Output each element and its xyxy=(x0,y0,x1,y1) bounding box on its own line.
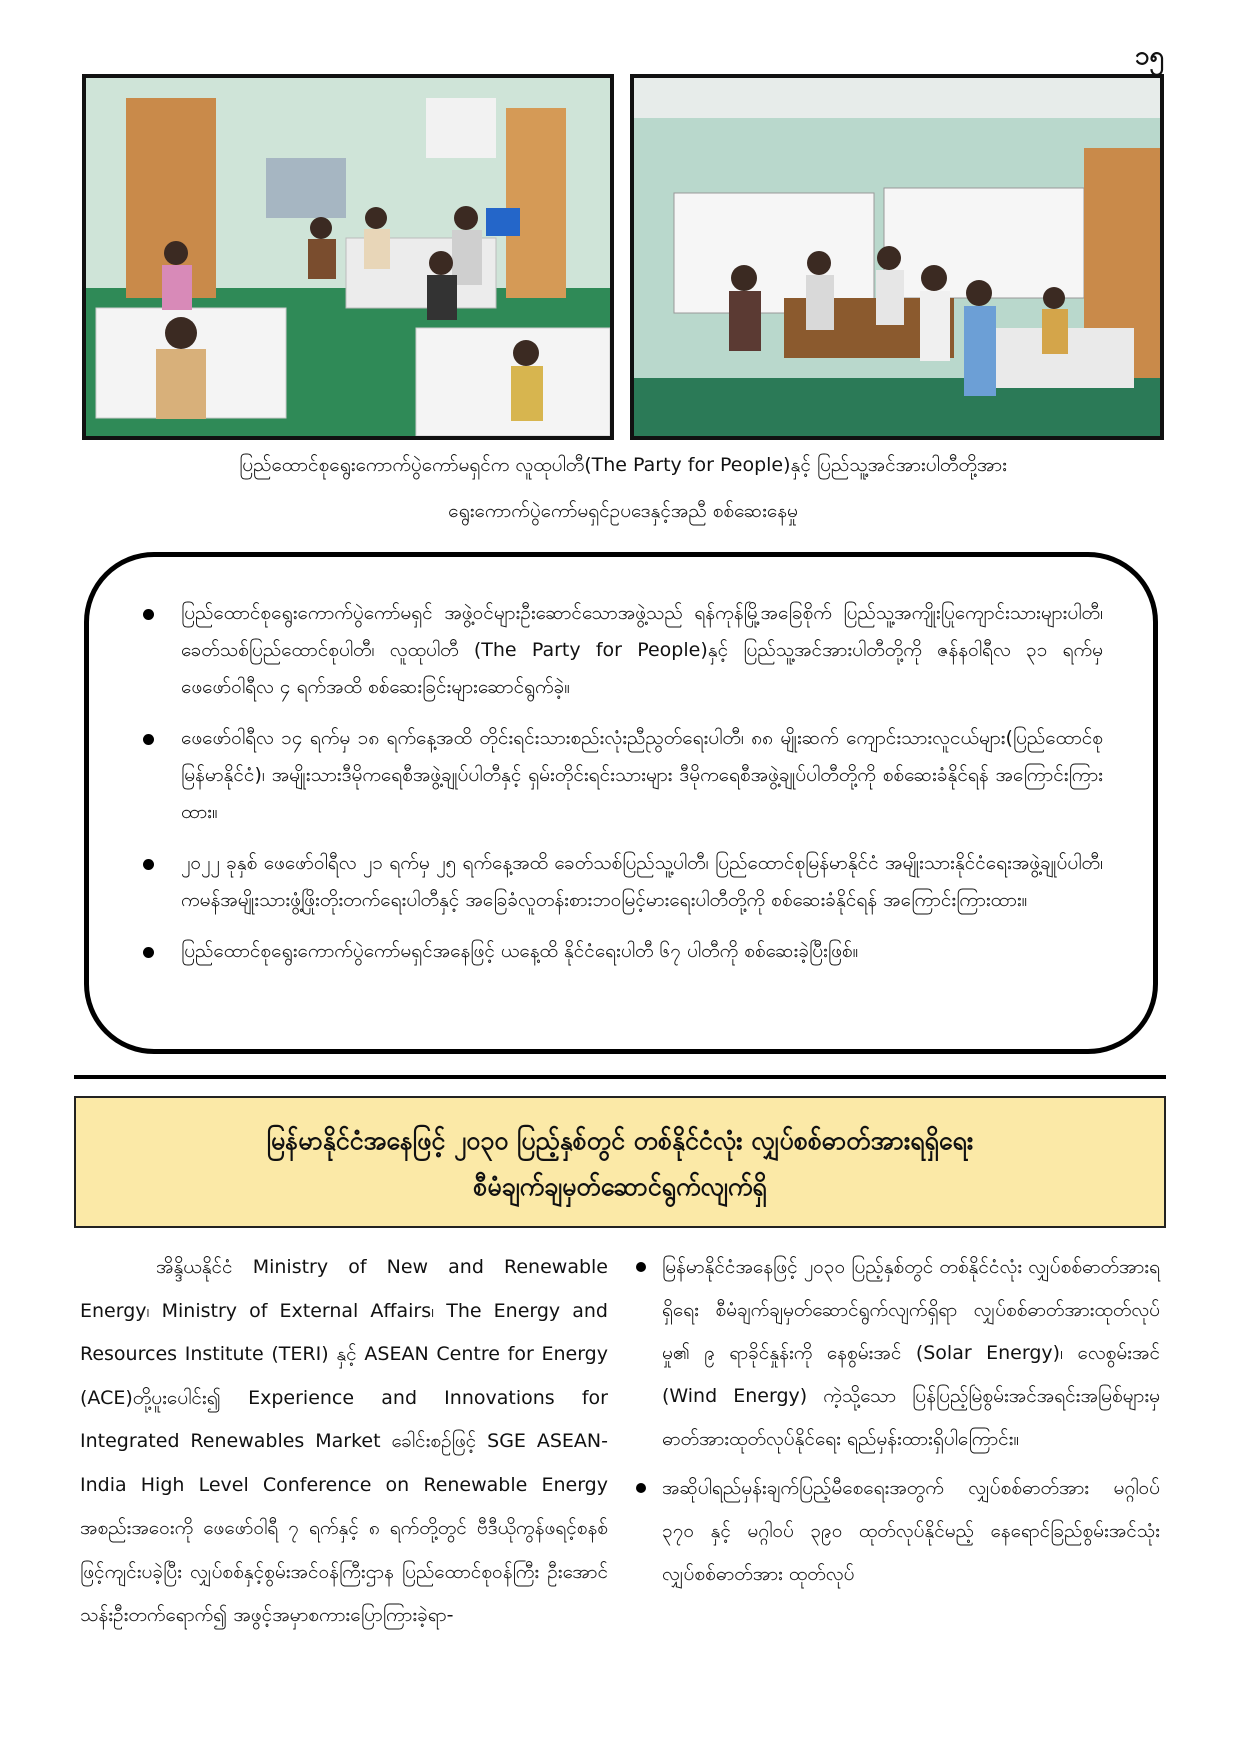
headline-line-1: မြန်မာနိုင်ငံအနေဖြင့် ၂၀၃၀ ပြည့်နှစ်တွင် တစ်နိုင်ငံလုံး လျှပ်စစ်ဓာတ်အားရရှိရေး xyxy=(266,1126,974,1155)
summary-box xyxy=(84,552,1158,1054)
headline-line-2: စီမံချက်ချမှတ်ဆောင်ရွက်လျက်ရှိ xyxy=(473,1172,767,1201)
bullet-icon xyxy=(636,1483,646,1493)
photo-caption-line-2: ရွေးကောက်ပွဲကော်မရှင်ဥပဒေနှင့်အညီ စစ်ဆေးနေမှု xyxy=(448,500,798,522)
headline-box xyxy=(74,1096,1166,1228)
summary-list xyxy=(89,557,1153,970)
page-number: ၁၅ xyxy=(1134,41,1164,71)
section-divider xyxy=(74,1075,1166,1079)
bullet-icon xyxy=(143,947,154,958)
list-item: အဆိုပါရည်မှန်းချက်ပြည့်မီစေရေးအတွက် လျှပ်စစ်ဓာတ်အား မဂ္ဂါဝပ် ၃၇၀ နှင့် မဂ္ဂါဝပ် ၃၉၀ ထုတ်လုပ်နိုင်မည့် နေရောင်ခြည်စွမ်းအင်သုံး လျှပ်စစ်ဓာတ်အား ထုတ်လုပ် xyxy=(640,1467,1160,1596)
list-item: ပြည်ထောင်စုရွေးကောက်ပွဲကော်မရှင် အဖွဲ့ဝင်များဦးဆောင်သောအဖွဲ့သည် ရန်ကုန်မြို့အခြေစိုက် ပြည်သူ့အကျိုးပြုကျောင်းသားများပါတီ၊ ခေတ်သစ်ပြည်ထောင်စုပါတီ၊ လူထုပါတီ (The Party for People)နှင့် ပြည်သူ့အင်အားပါတီတို့ကို ဇန်နဝါရီလ ၃၁ ရက်မှ ဖေဖော်ဝါရီလ ၄ ရက်အထိ စစ်ဆေးခြင်းများဆောင်ရွက်ခဲ့။ xyxy=(139,595,1103,706)
bullet-icon xyxy=(143,734,154,745)
bullet-icon xyxy=(143,859,154,870)
article-paragraph: အိန္ဒိယနိုင်ငံ Ministry of New and Renewable Energy၊ Ministry of External Affairs၊ The Energy and Resources Institute (TERI) နှင့် ASEAN Centre for Energy (ACE)တို့ပူးပေါင်း၍ Experience and Innovations for Integrated Renewables Market ခေါင်းစဉ်ဖြင့် SGE ASEAN-India High Level Conference on Renewable Energy အစည်းအဝေးကို ဖေဖော်ဝါရီ ၇ ရက်နှင့် ၈ ရက်တို့တွင် ဗီဒီယိုကွန်ဖရင့်စနစ်ဖြင့်ကျင်းပခဲ့ပြီး လျှပ်စစ်နှင့်စွမ်းအင်ဝန်ကြီးဌာန ပြည်ထောင်စုဝန်ကြီး ဦးအောင်သန်းဦးတက်ရောက်၍ အဖွင့်အမှာစကားပြောကြားခဲ့ရာ- xyxy=(80,1256,608,1626)
list-item: ဖေဖော်ဝါရီလ ၁၄ ရက်မှ ၁၈ ရက်နေ့အထိ တိုင်းရင်းသားစည်းလုံးညီညွတ်ရေးပါတီ၊ ၈၈ မျိုးဆက် ကျောင်းသားလူငယ်များ(ပြည်ထောင်စုမြန်မာနိုင်ငံ)၊ အမျိုးသားဒီမိုကရေစီအဖွဲ့ချုပ်ပါတီနှင့် ရှမ်းတိုင်းရင်းသားများ ဒီမိုကရေစီအဖွဲ့ချုပ်ပါတီတို့ကို စစ်ဆေးခံနိုင်ရန် အကြောင်းကြားထား။ xyxy=(139,720,1103,831)
right-column xyxy=(640,1246,1160,1602)
photo-caption-line-1: ပြည်ထောင်စုရွေးကောက်ပွဲကော်မရှင်က လူထုပါတီ(The Party for People)နှင့် ပြည်သူ့အင်အားပါတီတို့အား xyxy=(239,454,1007,476)
bullet-icon xyxy=(143,609,154,620)
right-bullet-list xyxy=(640,1246,1160,1596)
meeting-room-photo xyxy=(82,74,614,440)
left-column xyxy=(80,1246,608,1638)
bullet-icon xyxy=(636,1262,646,1272)
inspection-session-photo xyxy=(630,74,1164,440)
list-item: မြန်မာနိုင်ငံအနေဖြင့် ၂၀၃၀ ပြည့်နှစ်တွင် တစ်နိုင်ငံလုံး လျှပ်စစ်ဓာတ်အားရရှိရေး စီမံချက်ချမှတ်ဆောင်ရွက်လျက်ရှိရာ လျှပ်စစ်ဓာတ်အားထုတ်လုပ်မှု၏ ၉ ရာခိုင်နှုန်းကို နေစွမ်းအင် (Solar Energy)၊ လေစွမ်းအင် (Wind Energy) ကဲ့သို့သော ပြန်ပြည့်မြဲစွမ်းအင်အရင်းအမြစ်များမှ ဓာတ်အားထုတ်လုပ်နိုင်ရေး ရည်မှန်းထားရှိပါကြောင်း။ xyxy=(640,1246,1160,1461)
list-item: ၂၀၂၂ ခုနှစ် ဖေဖော်ဝါရီလ ၂၁ ရက်မှ ၂၅ ရက်နေ့အထိ ခေတ်သစ်ပြည်သူ့ပါတီ၊ ပြည်ထောင်စုမြန်မာနိုင်ငံ အမျိုးသားနိုင်ငံရေးအဖွဲ့ချုပ်ပါတီ၊ ကမန်အမျိုးသားဖွံ့ဖြိုးတိုးတက်ရေးပါတီနှင့် အခြေခံလူတန်းစားဘဝမြင့်မားရေးပါတီတို့ကို စစ်ဆေးခံနိုင်ရန် အကြောင်းကြားထား။ xyxy=(139,845,1103,919)
list-item: ပြည်ထောင်စုရွေးကောက်ပွဲကော်မရှင်အနေဖြင့် ယနေ့ထိ နိုင်ငံရေးပါတီ ၆၇ ပါတီကို စစ်ဆေးခဲ့ပြီးဖြစ်။ xyxy=(139,933,1103,970)
